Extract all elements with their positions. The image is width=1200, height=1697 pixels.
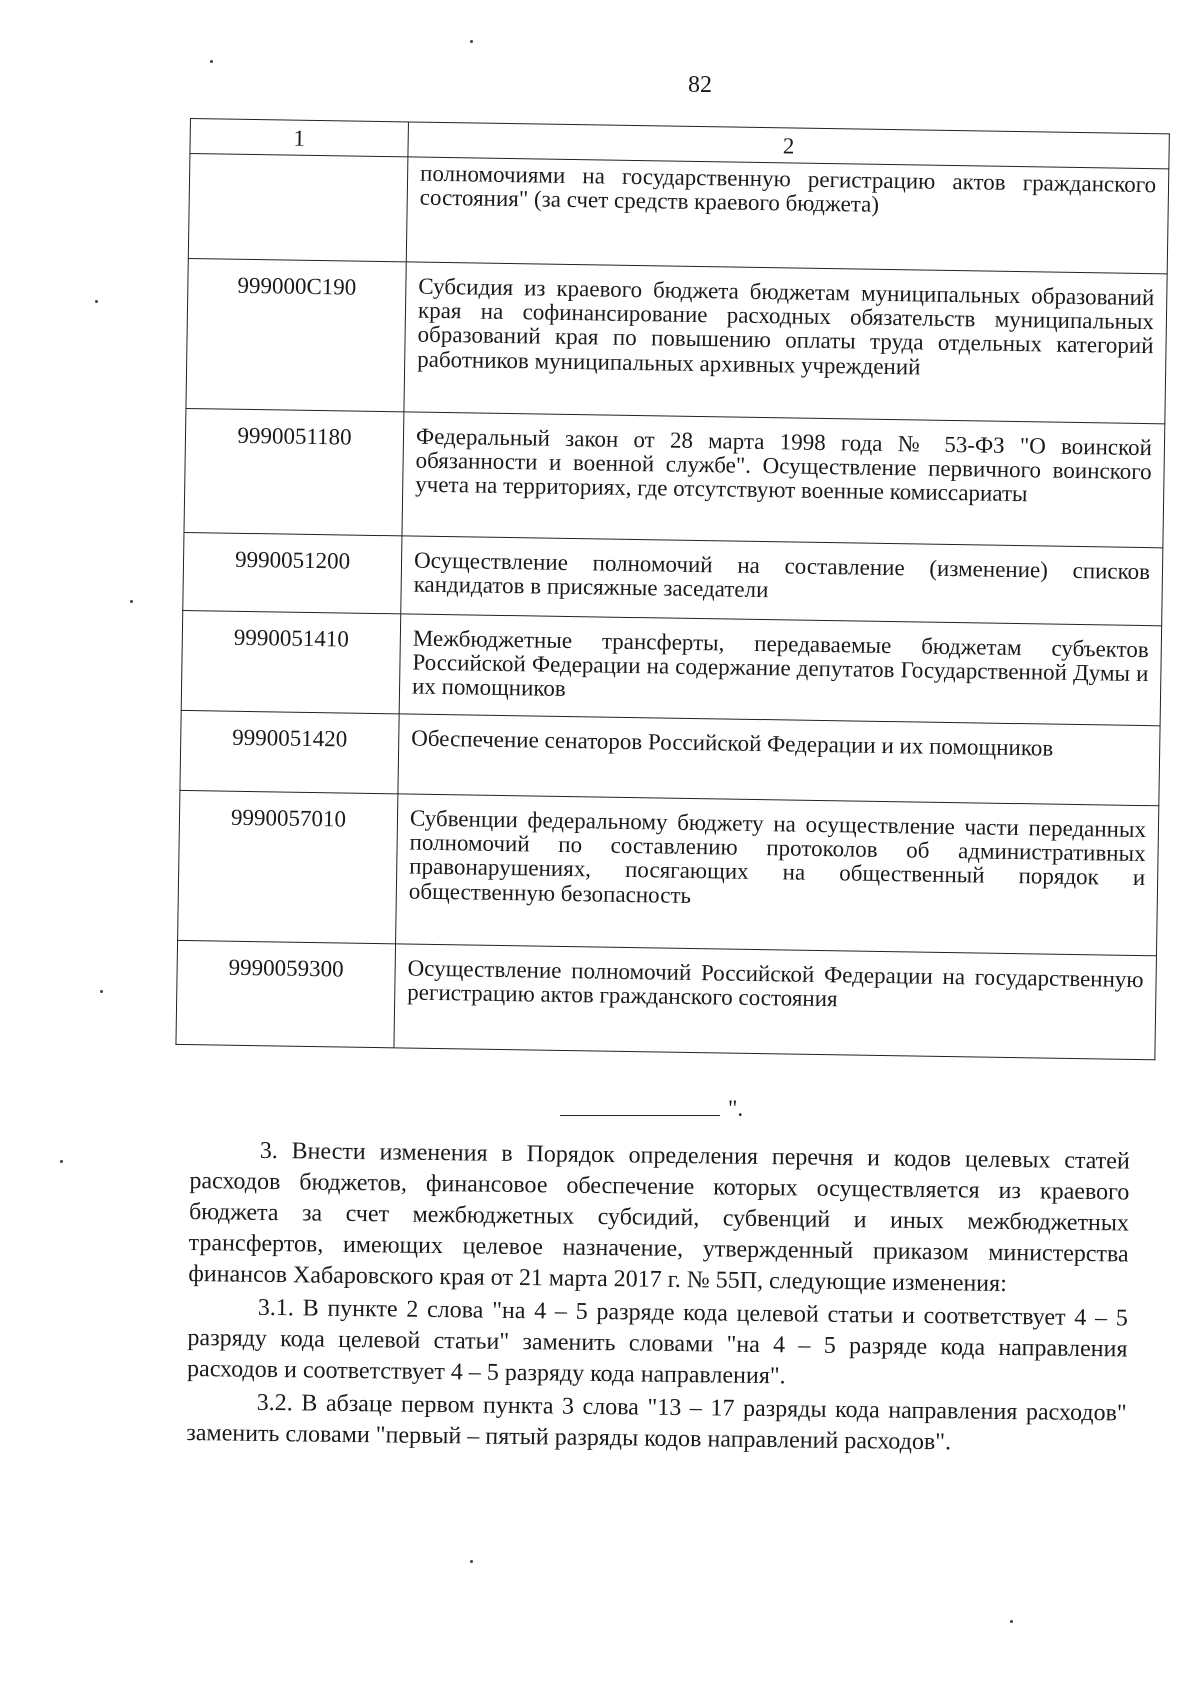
code-cell: 9990051410 (181, 611, 401, 714)
description-cell: Федеральный закон от 28 марта 1998 года № 53-ФЗ "О воинской обязанности и военной службе". Осуществление первичного воинского учета на территориях, где отсутствуют военные комиссариаты (402, 412, 1165, 548)
description-cell: Осуществление полномочий на составление (изменение) списков кандидатов в присяжные заседатели (401, 536, 1163, 626)
scan-speck (60, 1160, 63, 1163)
table-row (180, 711, 1160, 806)
paragraph-3-1: 3.1. В пункте 2 слова "на 4 – 5 разряде кода целевой статьи и соответствует 4 – 5 разряду кода целевой статьи" заменить словами "на 4 – 5 разряде кода направления расходов и соответствует 4 – 5 разряду кода направления". (186, 1294, 1128, 1390)
code-cell: 999000С190 (186, 259, 406, 412)
code-cell: 9990059300 (176, 941, 396, 1048)
column-header-2: 2 (408, 122, 1169, 169)
table-row (188, 154, 1169, 274)
scan-speck (470, 40, 473, 43)
paragraph-3-2: 3.2. В абзаце первом пункта 3 слова "13 – 17 разряды кода направления расходов" заменить словами "первый – пятый разряды кодов направлений расходов". (186, 1389, 1127, 1456)
page-number: 82 (688, 72, 712, 98)
description-cell: Обеспечение сенаторов Российской Федерации и их помощников (398, 714, 1160, 806)
table-row (181, 611, 1161, 726)
scan-speck (100, 990, 103, 993)
description-cell: Межбюджетные трансферты, передаваемые бюджетам субъектов Российской Федерации на содержание депутатов Государственной Думы и их помощников (399, 614, 1161, 726)
scan-speck (210, 60, 213, 63)
end-quote: ". (728, 1096, 744, 1121)
description-cell: Субвенции федеральному бюджету на осуществление части переданных полномочий по составлению протоколов об административных правонарушениях, посягающих на общественный порядок и общественную безопасность (396, 794, 1159, 956)
scan-speck (470, 1560, 473, 1563)
scan-speck (130, 600, 133, 603)
scan-speck (95, 300, 98, 303)
table-row (178, 791, 1159, 956)
table-row (176, 941, 1157, 1060)
code-cell (188, 154, 408, 262)
table-row (186, 259, 1167, 424)
end-line (560, 1115, 720, 1116)
column-header-1: 1 (190, 119, 409, 158)
description-cell: Субсидия из краевого бюджета бюджетам муниципальных образований края на софинансирование расходных обязательств муниципальных образований края по повышению оплаты труда отдельных категорий работников муниципальных архивных учреждений (404, 262, 1167, 424)
amendment-text (186, 1135, 1130, 1462)
scan-speck (1010, 1620, 1013, 1623)
code-cell: 9990051420 (180, 711, 399, 794)
description-cell: полномочиями на государственную регистрацию актов гражданского состояния" (за счет средств краевого бюджета) (406, 157, 1169, 274)
code-cell: 9990051200 (183, 533, 402, 614)
description-cell: Осуществление полномочий Российской Федерации на государственную регистрацию актов гражданского состояния (394, 944, 1157, 1060)
table-end-mark (560, 1096, 743, 1122)
code-cell: 9990057010 (178, 791, 398, 944)
code-cell: 9990051180 (184, 409, 404, 536)
paragraph-3: 3. Внести изменения в Порядок определения перечня и кодов целевых статей расходов бюджетов, финансовое обеспечение которых осуществляется из краевого бюджета за счет межбюджетных субсидий, субвенций и иных межбюджетных трансфертов, имеющих целевое назначение, утвержденный приказом министерства финансов Хабаровского края от 21 марта 2017 г. № 55П, следующие изменения: (188, 1137, 1130, 1297)
codes-table (175, 118, 1169, 1060)
codes-table-container (175, 118, 1169, 1060)
table-row (184, 409, 1165, 548)
